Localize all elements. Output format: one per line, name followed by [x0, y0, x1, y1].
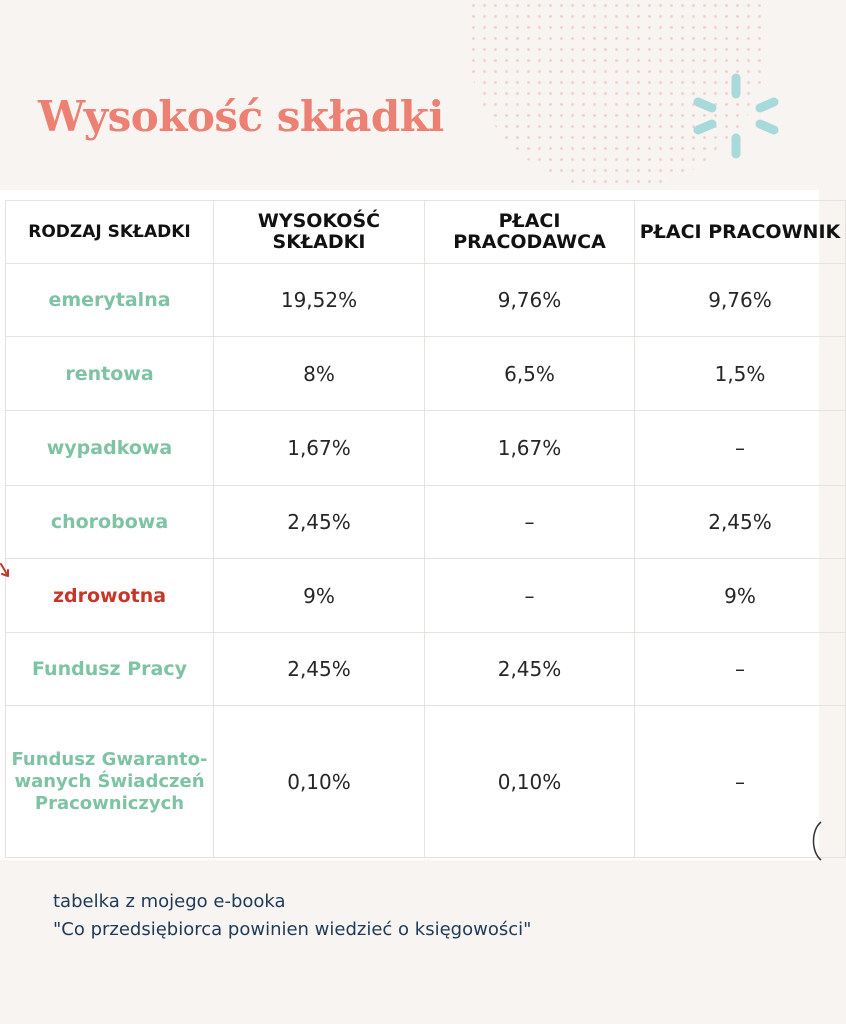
contribution-name: wypadkowa	[6, 411, 214, 486]
header-contribution-rate: WYSOKOŚĆ SKŁADKI	[214, 201, 425, 264]
employer-share: 1,67%	[425, 411, 635, 486]
table-header-row	[6, 201, 846, 264]
contribution-rate: 0,10%	[214, 706, 425, 858]
employee-share: –	[635, 411, 846, 486]
employee-share: 2,45%	[635, 486, 846, 559]
employer-share: 9,76%	[425, 264, 635, 337]
contribution-name: emerytalna	[6, 264, 214, 337]
contribution-rate: 19,52%	[214, 264, 425, 337]
sparkle-icon	[690, 70, 782, 162]
contribution-rate: 1,67%	[214, 411, 425, 486]
employer-share: –	[425, 486, 635, 559]
decorative-arc-icon	[808, 820, 822, 862]
caption-line-1: tabelka z mojego e-booka	[53, 891, 286, 912]
caption-line-2: "Co przedsiębiorca powinien wiedzieć o księgowości"	[53, 919, 532, 940]
header-contribution-type: RODZAJ SKŁADKI	[6, 201, 214, 264]
contribution-rate: 9%	[214, 559, 425, 633]
contribution-rate: 8%	[214, 337, 425, 411]
header-employee-pays: PŁACI PRACOWNIK	[635, 201, 846, 264]
contribution-rate: 2,45%	[214, 633, 425, 706]
employee-share: 9,76%	[635, 264, 846, 337]
employee-share: –	[635, 633, 846, 706]
employee-share: –	[635, 706, 846, 858]
table-row	[6, 411, 846, 486]
table-row	[6, 559, 846, 633]
employee-share: 1,5%	[635, 337, 846, 411]
contribution-name: Fundusz Gwaranto-wanych Świadczeń Pracowniczych	[6, 706, 214, 858]
table-row	[6, 337, 846, 411]
caption	[53, 888, 531, 944]
arrow-marker-icon	[0, 562, 10, 582]
contribution-name-highlighted: zdrowotna	[6, 559, 214, 633]
table-row	[6, 264, 846, 337]
table-row	[6, 633, 846, 706]
contribution-name: chorobowa	[6, 486, 214, 559]
contribution-name: Fundusz Pracy	[6, 633, 214, 706]
employer-share: –	[425, 559, 635, 633]
contribution-table	[5, 200, 846, 858]
contribution-table-panel	[0, 190, 841, 860]
contribution-rate: 2,45%	[214, 486, 425, 559]
table-row	[6, 486, 846, 559]
employer-share: 0,10%	[425, 706, 635, 858]
header-employer-pays: PŁACI PRACODAWCA	[425, 201, 635, 264]
employer-share: 2,45%	[425, 633, 635, 706]
page-title: Wysokość składki	[38, 92, 444, 141]
employee-share: 9%	[635, 559, 846, 633]
contribution-name: rentowa	[6, 337, 214, 411]
table-row	[6, 706, 846, 858]
employer-share: 6,5%	[425, 337, 635, 411]
